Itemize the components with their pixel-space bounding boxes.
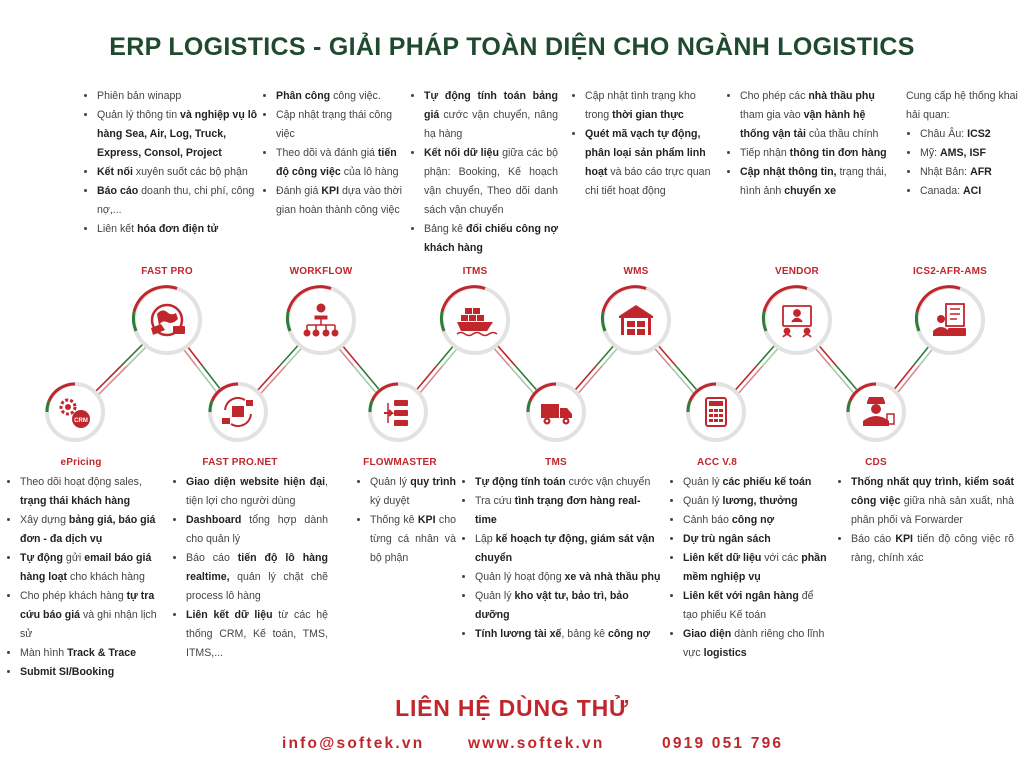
- workflow-bullet: • Cập nhật trạng thái công việc: [276, 106, 407, 144]
- ics2-bullet: • Mỹ: AMS, ISF: [920, 144, 1018, 163]
- label-fastpronet: FAST PRO.NET: [202, 457, 278, 468]
- tms-bullet: • Quản lý hoạt động xe và nhà thầu phụ: [475, 568, 661, 587]
- node-epricing[interactable]: [47, 384, 103, 440]
- node-wms[interactable]: [602, 287, 669, 353]
- cds-bullet: • Thống nhất quy trình, kiểm soát công việc giữa nhà sản xuất, nhà phân phối và Forwarder: [851, 473, 1014, 530]
- contact-website[interactable]: www.softek.vn: [468, 735, 605, 752]
- label-flowmaster: FLOWMASTER: [363, 457, 437, 468]
- ics2-bullet: • Nhật Bản: AFR: [920, 163, 1018, 182]
- label-vendor: VENDOR: [775, 266, 819, 277]
- node-fastpro[interactable]: [133, 287, 200, 353]
- acc-bullet: • Quản lý lương, thưởng: [683, 492, 829, 511]
- fastpro-bullet: • Liên kết hóa đơn điện tử: [97, 220, 261, 239]
- itms-bullet: • Bảng kê đối chiếu công nợ khách hàng: [424, 220, 558, 258]
- ics2-intro: Cung cấp hệ thống khai hải quan:: [906, 90, 1018, 121]
- label-acc: ACC V.8: [697, 457, 737, 468]
- node-ics2[interactable]: [916, 287, 983, 353]
- fastpronet-bullet: • Giao diện website hiện đại, tiện lợi cho người dùng: [186, 473, 328, 511]
- label-workflow: WORKFLOW: [289, 266, 353, 277]
- fastpronet-bullet: • Báo cáo tiến độ lô hàng realtime, quản lý chặt chẽ process lô hàng: [186, 549, 328, 606]
- fastpronet-bullet: • Dashboard tổng hợp dành cho quản lý: [186, 511, 328, 549]
- flowmaster-bullet: • Quản lý quy trình ký duyệt: [370, 473, 456, 511]
- wms-bullet: • Quét mã vạch tự động, phân loại sản phẩm linh hoạt và báo cáo trực quan chi tiết hoạt động: [585, 125, 719, 201]
- tms-bullet: • Tính lương tài xế, bảng kê công nợ: [475, 625, 661, 644]
- epricing-bullet: • Theo dõi hoạt động sales, trạng thái khách hàng: [20, 473, 171, 511]
- fastpronet-bullet: • Liên kết dữ liệu từ các hệ thống CRM, Kế toán, TMS, ITMS,...: [186, 606, 328, 663]
- label-fastpro: FAST PRO: [141, 266, 193, 277]
- epricing-bullet: • Submit SI/Booking: [20, 663, 171, 682]
- vendor-bullet: • Cập nhật thông tin, trạng thái, hình ảnh chuyển xe: [740, 163, 894, 201]
- workflow-bullet: • Đánh giá KPI dựa vào thời gian hoàn thành công việc: [276, 182, 407, 220]
- epricing-bullet: • Tự động gửi email báo giá hàng loạt cho khách hàng: [20, 549, 171, 587]
- epricing-bullet: • Màn hình Track & Trace: [20, 644, 171, 663]
- workflow-bullet: • Phân công công việc.: [276, 87, 407, 106]
- node-cds[interactable]: [848, 384, 904, 440]
- label-itms: ITMS: [462, 266, 488, 277]
- label-tms: TMS: [545, 457, 567, 468]
- flowmaster-bullet: • Thống kê KPI cho từng cá nhân và bộ phận: [370, 511, 456, 568]
- tms-bullet: • Lập kế hoạch tự động, giám sát vận chuyển: [475, 530, 661, 568]
- label-cds: CDS: [865, 457, 887, 468]
- tms-bullet: • Quản lý kho vật tư, bảo trì, bảo dưỡng: [475, 587, 661, 625]
- contact-email[interactable]: info@softek.vn: [282, 735, 425, 752]
- node-acc[interactable]: [688, 384, 744, 440]
- wms-bullet: • Cập nhật tình trạng kho trong thời gian thực: [585, 87, 719, 125]
- svg-text:CRM: CRM: [74, 418, 88, 424]
- contact-phone[interactable]: 0919 051 796: [662, 735, 784, 752]
- acc-bullet: • Dự trù ngân sách: [683, 530, 829, 549]
- cds-bullet: • Báo cáo KPI tiến độ công việc rõ ràng, chính xác: [851, 530, 1014, 568]
- page-title: ERP LOGISTICS - GIẢI PHÁP TOÀN DIỆN CHO NGÀNH LOGISTICS: [109, 33, 915, 61]
- flow-arrows-icon: [384, 400, 408, 426]
- fastpro-bullet: • Phiên bản winapp: [97, 87, 261, 106]
- epricing-bullet: • Cho phép khách hàng tự tra cứu báo giá và ghi nhận lịch sử: [20, 587, 171, 644]
- acc-bullet: • Giao diện dành riêng cho lĩnh vực logistics: [683, 625, 829, 663]
- node-fastpronet[interactable]: [210, 384, 266, 440]
- fastpro-bullet: • Báo cáo doanh thu, chi phí, công nợ,...: [97, 182, 261, 220]
- ics2-bullet: • Châu Âu: ICS2: [920, 125, 1018, 144]
- node-itms[interactable]: [441, 287, 508, 353]
- cta-heading: LIÊN HỆ DÙNG THỬ: [395, 695, 629, 721]
- fastpro-bullet: • Kết nối xuyên suốt các bộ phận: [97, 163, 261, 182]
- label-epricing: ePricing: [60, 457, 102, 468]
- label-ics2: ICS2-AFR-AMS: [912, 266, 988, 277]
- calculator-icon: [706, 398, 726, 426]
- fastpro-bullet: • Quản lý thông tin và nghiệp vụ lô hàng Sea, Air, Log, Truck, Express, Consol, Project: [97, 106, 261, 163]
- vendor-bullet: • Cho phép các nhà thầu phụ tham gia vào vận hành hệ thống vận tải của thầu chính: [740, 87, 894, 144]
- acc-bullet: • Quản lý các phiếu kế toán: [683, 473, 829, 492]
- acc-bullet: • Liên kết với ngân hàng để tạo phiếu Kế toán: [683, 587, 829, 625]
- tms-bullet: • Tự động tính toán cước vận chuyển: [475, 473, 661, 492]
- itms-bullet: • Kết nối dữ liệu giữa các bộ phận: Booking, Kế hoạch vận chuyển, Theo dõi danh sách vận chuyển: [424, 144, 558, 220]
- label-wms: WMS: [623, 266, 649, 277]
- workflow-bullet: • Theo dõi và đánh giá tiến độ công việc của lô hàng: [276, 144, 407, 182]
- node-tms[interactable]: [528, 384, 584, 440]
- tms-bullet: • Tra cứu tình trạng đơn hàng real-time: [475, 492, 661, 530]
- vendor-bullet: • Tiếp nhận thông tin đơn hàng: [740, 144, 894, 163]
- epricing-bullet: • Xây dựng bảng giá, báo giá đơn - đa dịch vụ: [20, 511, 171, 549]
- node-workflow[interactable]: [287, 287, 354, 353]
- acc-bullet: • Cảnh báo công nợ: [683, 511, 829, 530]
- acc-bullet: • Liên kết dữ liệu với các phần mềm nghiệp vụ: [683, 549, 829, 587]
- ics2-bullet: • Canada: ACI: [920, 182, 1018, 201]
- node-vendor[interactable]: [763, 287, 830, 353]
- node-flowmaster[interactable]: [370, 384, 426, 440]
- itms-bullet: • Tự động tính toán bảng giá cước vận chuyển, nâng hạ hàng: [424, 87, 558, 144]
